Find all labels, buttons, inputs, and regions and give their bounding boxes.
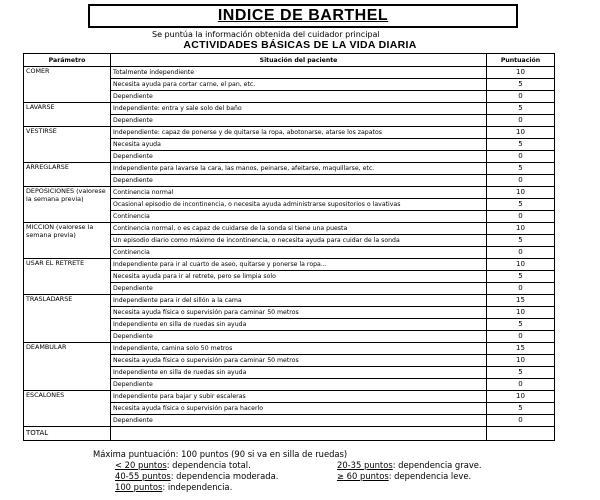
score-cell: 10	[487, 355, 555, 367]
table-row	[24, 391, 555, 403]
total-row	[24, 427, 555, 441]
range-mild-dependency	[337, 471, 471, 481]
situation-cell: Dependiente	[111, 283, 487, 295]
situation-cell: Un episodio diario como máximo de incontinencia, o necesita ayuda para cuidar de la sonda	[111, 235, 487, 247]
score-cell: 15	[487, 295, 555, 307]
situation-cell: Dependiente	[111, 175, 487, 187]
parameter-cell: USAR EL RETRETE	[24, 259, 111, 295]
situation-cell: Dependiente	[111, 415, 487, 427]
score-cell: 5	[487, 367, 555, 379]
situation-cell: Dependiente	[111, 115, 487, 127]
table-row	[24, 127, 555, 139]
parameter-cell: ESCALONES	[24, 391, 111, 427]
table-row	[24, 343, 555, 355]
barthel-table	[23, 53, 555, 441]
score-cell: 5	[487, 235, 555, 247]
table-row	[24, 67, 555, 79]
situation-cell: Independiente para lavarse la cara, las manos, peinarse, afeitarse, maquillarse, etc.	[111, 163, 487, 175]
situation-cell: Totalmente independiente	[111, 67, 487, 79]
situation-cell: Continencia normal, o es capaz de cuidarse de la sonda si tiene una puesta	[111, 223, 487, 235]
score-cell: 0	[487, 211, 555, 223]
score-cell: 5	[487, 271, 555, 283]
score-cell: 10	[487, 187, 555, 199]
situation-cell: Dependiente	[111, 331, 487, 343]
situation-cell: Necesita ayuda física o supervisión para caminar 50 metros	[111, 307, 487, 319]
table-row	[24, 223, 555, 235]
situation-cell: Continencia	[111, 247, 487, 259]
total-situation-cell	[111, 427, 487, 441]
situation-cell: Necesita ayuda física o supervisión para hacerlo	[111, 403, 487, 415]
situation-cell: Dependiente	[111, 379, 487, 391]
score-cell: 5	[487, 163, 555, 175]
score-cell: 0	[487, 115, 555, 127]
total-label: TOTAL	[24, 427, 111, 441]
table-row	[24, 187, 555, 199]
score-cell: 15	[487, 343, 555, 355]
score-cell: 10	[487, 223, 555, 235]
parameter-cell: LAVARSE	[24, 103, 111, 127]
score-cell: 0	[487, 175, 555, 187]
situation-cell: Independiente, camina solo 50 metros	[111, 343, 487, 355]
score-cell: 0	[487, 91, 555, 103]
score-cell: 5	[487, 403, 555, 415]
situation-cell: Independiente: entra y sale solo del baño	[111, 103, 487, 115]
situation-cell: Continencia normal	[111, 187, 487, 199]
range-label: 40-55 puntos	[115, 471, 171, 481]
situation-cell: Continencia	[111, 211, 487, 223]
situation-cell: Independiente: capaz de ponerse y de quitarse la ropa, abotonarse, atarse los zapatos	[111, 127, 487, 139]
score-cell: 10	[487, 67, 555, 79]
range-severe-dependency	[337, 460, 482, 470]
table-row	[24, 259, 555, 271]
range-description: : dependencia leve.	[388, 471, 472, 481]
score-cell: 5	[487, 103, 555, 115]
parameter-cell: DEPOSICIONES (valorese la semana previa)	[24, 187, 111, 223]
parameter-cell: VESTIRSE	[24, 127, 111, 163]
situation-cell: Necesita ayuda física o supervisión para caminar 50 metros	[111, 355, 487, 367]
score-cell: 10	[487, 391, 555, 403]
situation-cell: Independiente en silla de ruedas sin ayuda	[111, 367, 487, 379]
parameter-cell: DEAMBULAR	[24, 343, 111, 391]
situation-cell: Dependiente	[111, 91, 487, 103]
situation-cell: Independiente para ir al cuarto de aseo, quitarse y ponerse la ropa...	[111, 259, 487, 271]
situation-cell: Independiente en silla de ruedas sin ayuda	[111, 319, 487, 331]
parameter-cell: COMER	[24, 67, 111, 103]
score-cell: 0	[487, 247, 555, 259]
range-label: ≥ 60 puntos	[337, 471, 389, 481]
situation-cell: Necesita ayuda	[111, 139, 487, 151]
parameter-cell: MICCION (valorese la semana previa)	[24, 223, 111, 259]
situation-cell: Dependiente	[111, 151, 487, 163]
range-label: < 20 puntos	[115, 460, 167, 470]
column-header-score: Puntuación	[487, 54, 555, 67]
score-cell: 0	[487, 151, 555, 163]
column-header-parameter: Parámetro	[24, 54, 111, 67]
total-score-cell	[487, 427, 555, 441]
range-label: 20-35 puntos	[337, 460, 393, 470]
parameter-cell: ARREGLARSE	[24, 163, 111, 187]
situation-cell: Necesita ayuda para cortar carne, el pan, etc.	[111, 79, 487, 91]
score-cell: 0	[487, 379, 555, 391]
situation-cell: Ocasional episodio de incontinencia, o necesita ayuda administrarse supositorios o lavativas	[111, 199, 487, 211]
table-row	[24, 163, 555, 175]
document-title: INDICE DE BARTHEL	[88, 4, 518, 28]
score-cell: 5	[487, 199, 555, 211]
range-label: 100 puntos	[115, 482, 163, 492]
score-cell: 0	[487, 415, 555, 427]
range-total-dependency	[115, 460, 251, 470]
column-header-situation: Situación del paciente	[111, 54, 487, 67]
score-cell: 0	[487, 283, 555, 295]
max-score-note: Máxima puntuación: 100 puntos (90 si va en silla de ruedas)	[93, 449, 348, 459]
table-body	[24, 67, 555, 427]
section-heading: ACTIVIDADES BÁSICAS DE LA VIDA DIARIA	[183, 39, 417, 51]
subtitle: Se puntúa la información obtenida del cuidador principal	[152, 30, 380, 39]
score-cell: 5	[487, 319, 555, 331]
score-cell: 10	[487, 307, 555, 319]
table-header-row	[24, 54, 555, 67]
table-row	[24, 103, 555, 115]
score-cell: 10	[487, 127, 555, 139]
table-row	[24, 295, 555, 307]
range-independence	[115, 482, 232, 492]
range-description: : dependencia grave.	[392, 460, 482, 470]
score-cell: 0	[487, 331, 555, 343]
situation-cell: Necesita ayuda para ir al retrete, pero se limpia solo	[111, 271, 487, 283]
situation-cell: Independiente para bajar y subir escaleras	[111, 391, 487, 403]
situation-cell: Independiente para ir del sillón a la cama	[111, 295, 487, 307]
parameter-cell: TRASLADARSE	[24, 295, 111, 343]
score-cell: 10	[487, 259, 555, 271]
range-description: : dependencia moderada.	[170, 471, 279, 481]
score-cell: 5	[487, 79, 555, 91]
range-description: : independencia.	[162, 482, 233, 492]
range-moderate-dependency	[115, 471, 278, 481]
score-cell: 5	[487, 139, 555, 151]
range-description: : dependencia total.	[166, 460, 251, 470]
